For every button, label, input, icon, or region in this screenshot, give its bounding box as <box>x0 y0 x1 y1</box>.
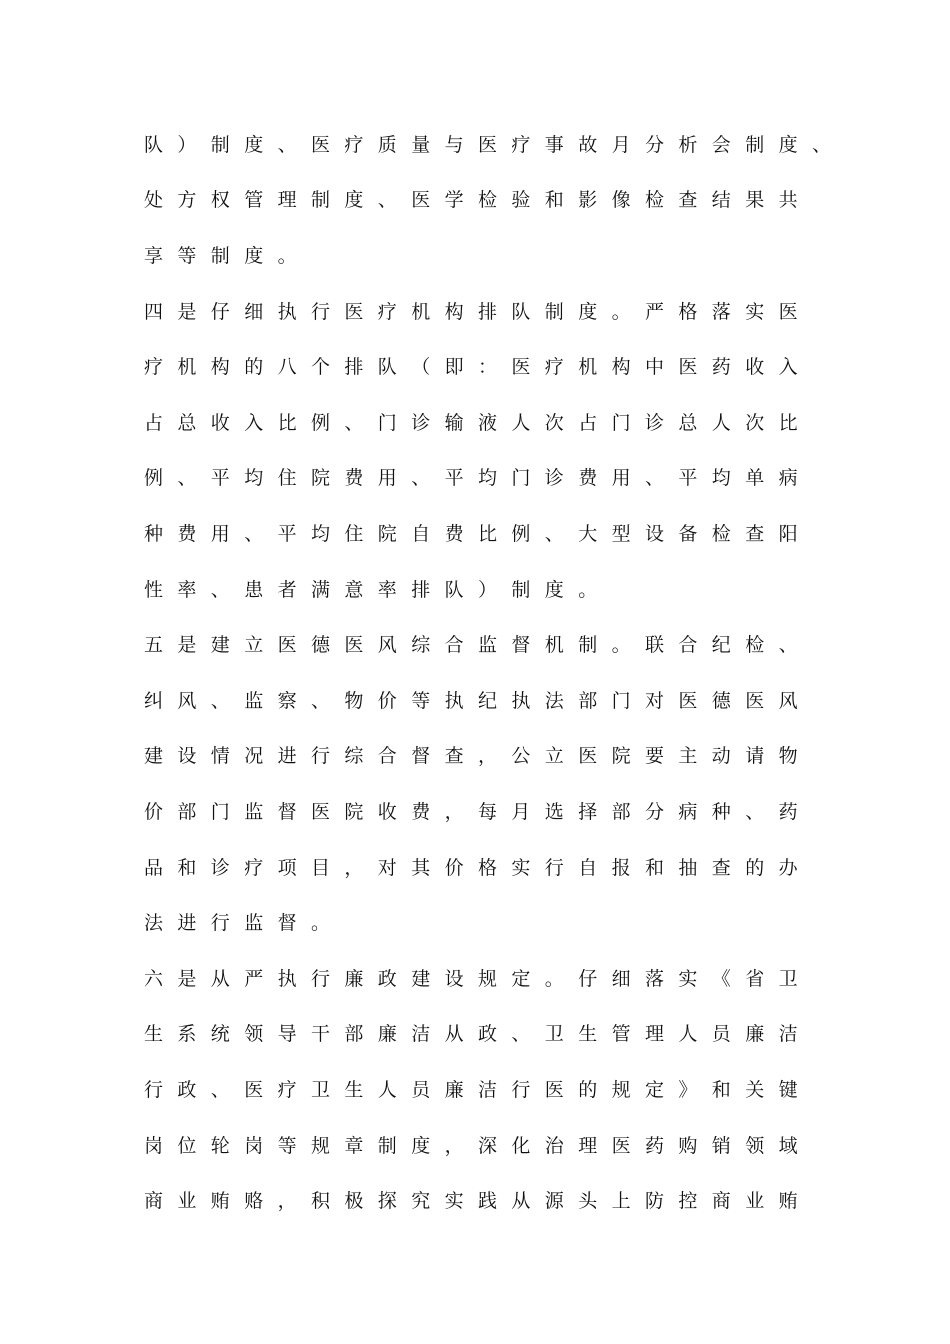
text-line: 六是从严执行廉政建设规定。仔细落实《省卫 <box>144 968 813 990</box>
text-line: 法进行监督。 <box>144 912 345 934</box>
text-line: 商业贿赂，积极探究实践从源头上防控商业贿 <box>144 1190 813 1212</box>
text-line: 性率、患者满意率排队）制度。 <box>144 579 612 601</box>
text-line: 行政、医疗卫生人员廉洁行医的规定》和关键 <box>144 1079 813 1101</box>
text-line: 价部门监督医院收费，每月选择部分病种、药 <box>144 801 813 823</box>
text-line: 享等制度。 <box>144 245 312 267</box>
text-line: 五是建立医德医风综合监督机制。联合纪检、 <box>144 634 813 656</box>
text-line: 种费用、平均住院自费比例、大型设备检查阳 <box>144 523 813 545</box>
text-line: 建设情况进行综合督查，公立医院要主动请物 <box>144 745 813 767</box>
text-line: 纠风、监察、物价等执纪执法部门对医德医风 <box>144 690 813 712</box>
text-line: 四是仔细执行医疗机构排队制度。严格落实医 <box>144 301 813 323</box>
text-line: 品和诊疗项目，对其价格实行自报和抽查的办 <box>144 857 813 879</box>
text-line: 疗机构的八个排队（即：医疗机构中医药收入 <box>144 356 813 378</box>
text-line: 队）制度、医疗质量与医疗事故月分析会制度、 <box>144 134 846 156</box>
text-line: 占总收入比例、门诊输液人次占门诊总人次比 <box>144 412 813 434</box>
text-line: 岗位轮岗等规章制度，深化治理医药购销领域 <box>144 1135 813 1157</box>
text-line: 处方权管理制度、医学检验和影像检查结果共 <box>144 189 813 211</box>
text-line: 例、平均住院费用、平均门诊费用、平均单病 <box>144 467 813 489</box>
text-line: 生系统领导干部廉洁从政、卫生管理人员廉洁 <box>144 1023 813 1045</box>
